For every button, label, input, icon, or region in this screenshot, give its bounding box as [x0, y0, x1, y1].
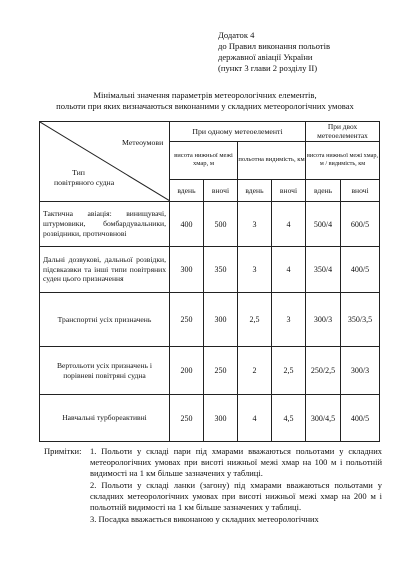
aircraft-type-line-1: Тип [72, 168, 85, 177]
cell-value: 2 [238, 347, 272, 395]
cell-value: 250/2,5 [306, 347, 341, 395]
cell-value: 600/5 [341, 202, 380, 247]
appendix-authority: державної авіації України [218, 52, 313, 62]
cell-value: 4,5 [272, 395, 306, 442]
cell-value: 3 [238, 202, 272, 247]
aircraft-type-cell: Навчальні турбореактивні [40, 395, 170, 442]
cell-value: 300 [204, 293, 238, 347]
cell-value: 3 [238, 247, 272, 293]
minima-table [39, 121, 380, 442]
cell-value: 300 [170, 247, 204, 293]
document-title [0, 90, 410, 112]
cell-value: 2,5 [238, 293, 272, 347]
aircraft-type-cell: Дальні дозвукові, дальньої розвідки, підсвказвки та інші типи повітряних суден цього призначення [40, 247, 170, 293]
two-elements-header: При двох метеоелементах [306, 122, 380, 142]
cell-value: 400/5 [341, 395, 380, 442]
day-header: вдень [306, 179, 341, 201]
cell-value: 250 [170, 293, 204, 347]
night-header: вночі [204, 179, 238, 201]
night-header: вночі [272, 179, 306, 201]
day-header: вдень [238, 179, 272, 201]
cell-value: 500 [204, 202, 238, 247]
cell-value: 400 [170, 202, 204, 247]
aircraft-type-label [54, 168, 114, 188]
diagonal-line [40, 122, 170, 201]
note-2: 2. Польоти у складі ланки (загону) під хмарами вважаються польотами у складних метеорологічних умовах при висоті нижньої межі хмар на 200 м і польотній видимості на 1 км більше зазначених у таблиці. [90, 480, 382, 512]
aircraft-type-cell: Вертольоти усіх призначень і порівневі повітряні судна [40, 347, 170, 395]
note-1: 1. Польоти у складі пари під хмарами вважаються польотами у складних метеорологічних умовах при висоті нижньої межі хмар на 100 м і польотній видимості на 1 км більше зазначених у таблиці. [90, 446, 382, 478]
visibility-header: польотна видимість, км [238, 142, 306, 179]
table-row [40, 202, 380, 247]
cell-value: 2,5 [272, 347, 306, 395]
cell-value: 350 [204, 247, 238, 293]
note-3: 3. Посадка вважається виконаною у складних метеорологічних [90, 514, 319, 524]
meteo-conditions-label: Метеоумови [122, 138, 164, 147]
table-row [40, 247, 380, 293]
cell-value: 350/4 [306, 247, 341, 293]
notes-body [90, 446, 382, 525]
cell-value: 250 [170, 395, 204, 442]
cell-value: 300/3 [341, 347, 380, 395]
cloud-base-header: висота нижньої межі хмар, м [170, 142, 238, 179]
cell-value: 300 [204, 395, 238, 442]
night-header: вночі [341, 179, 380, 201]
day-header: вдень [170, 179, 204, 201]
cell-value: 250 [204, 347, 238, 395]
appendix-reference: до Правил виконання польотів [218, 41, 331, 51]
cell-value: 200 [170, 347, 204, 395]
aircraft-type-cell: Транспортні усіх призначень [40, 293, 170, 347]
cell-value: 300/3 [306, 293, 341, 347]
title-line-1: Мінімальні значення параметрів метеорологічних елементів, [93, 90, 317, 100]
appendix-header [218, 30, 398, 74]
title-line-2: польоти при яких визначаються виконаними у складних метеорологічних умовах [56, 101, 354, 111]
aircraft-type-cell: Тактична авіація: винищувачі, штурмовики, бомбардувальники, розвідники, протичовнові [40, 202, 170, 247]
diagonal-header-cell [40, 122, 170, 202]
cell-value: 500/4 [306, 202, 341, 247]
cell-value: 4 [272, 247, 306, 293]
cell-value: 4 [238, 395, 272, 442]
one-element-header: При одному метеоелементі [170, 122, 306, 142]
table-row [40, 347, 380, 395]
appendix-number: Додаток 4 [218, 30, 255, 40]
appendix-clause: (пункт 3 глави 2 розділу II) [218, 63, 318, 73]
cell-value: 4 [272, 202, 306, 247]
cell-value: 300/4,5 [306, 395, 341, 442]
cloud-visibility-header: висота нижньої межі хмар, м / видимість, км [306, 142, 380, 179]
cell-value: 3 [272, 293, 306, 347]
aircraft-type-line-2: повітряного судна [54, 178, 115, 187]
cell-value: 350/3,5 [341, 293, 380, 347]
notes-label: Примітки: [44, 446, 82, 456]
table-row [40, 293, 380, 347]
cell-value: 400/5 [341, 247, 380, 293]
table-row [40, 395, 380, 442]
